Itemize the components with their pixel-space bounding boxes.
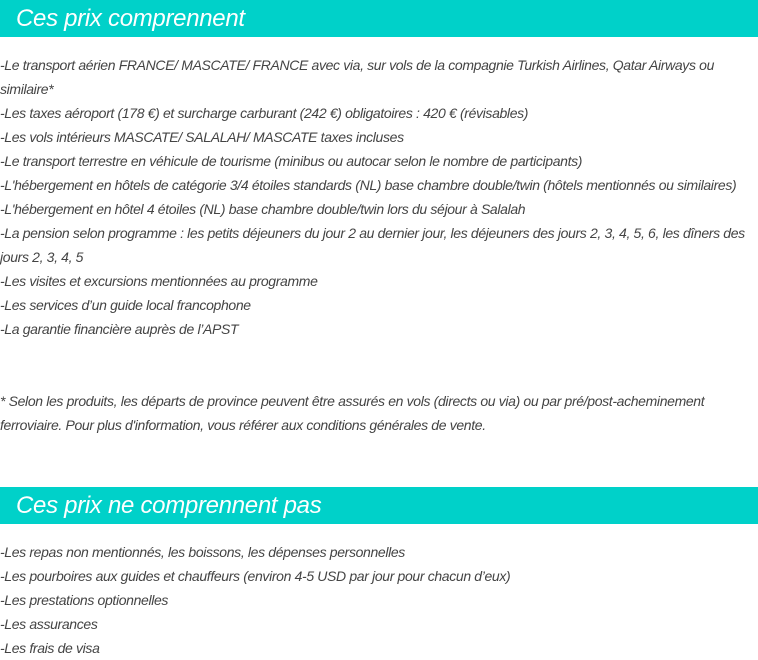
included-list <box>0 53 758 341</box>
list-item: -Les prestations optionnelles <box>0 592 169 608</box>
list-item: -Les vols intérieurs MASCATE/ SALALAH/ MASCATE taxes incluses <box>0 129 404 145</box>
list-item: -Les taxes aéroport (178 €) et surcharge carburant (242 €) obligatoires : 420 € (révisables) <box>0 105 529 121</box>
list-item: -Les repas non mentionnés, les boissons, les dépenses personnelles <box>0 544 405 560</box>
section-header-excluded <box>0 487 758 524</box>
section-header-included <box>0 0 758 37</box>
list-item: -La garantie financière auprès de l’APST <box>0 321 239 337</box>
list-item: -L'hébergement en hôtel 4 étoiles (NL) base chambre double/twin lors du séjour à Salalah <box>0 201 526 217</box>
list-item: -Les visites et excursions mentionnées au programme <box>0 273 318 289</box>
list-item: -Le transport aérien FRANCE/ MASCATE/ FRANCE avec via, sur vols de la compagnie Turkish Airlines, Qatar Airways ou similaire* <box>0 57 715 97</box>
list-item: -La pension selon programme : les petits déjeuners du jour 2 au dernier jour, les déjeuners des jours 2, 3, 4, 5, 6, les dîners des jours 2, 3, 4, 5 <box>0 225 745 265</box>
list-item: -Les assurances <box>0 616 98 632</box>
section-title-included: Ces prix comprennent <box>16 5 245 32</box>
excluded-list <box>0 540 758 660</box>
list-item: -Les pourboires aux guides et chauffeurs (environ 4-5 USD par jour pour chacun d’eux) <box>0 568 511 584</box>
list-item: -Le transport terrestre en véhicule de tourisme (minibus ou autocar selon le nombre de participants) <box>0 153 583 169</box>
footnote <box>0 389 758 437</box>
list-item: -Les services d’un guide local francophone <box>0 297 251 313</box>
section-title-excluded: Ces prix ne comprennent pas <box>16 492 322 519</box>
footnote-text: * Selon les produits, les départs de province peuvent être assurés en vols (directs ou via) ou par pré/post-acheminement ferroviaire. Pour plus d'information, vous référer aux conditions générales de vente. <box>0 393 705 433</box>
list-item: -L'hébergement en hôtels de catégorie 3/4 étoiles standards (NL) base chambre double/twin (hôtels mentionnés ou similaires) <box>0 177 737 193</box>
list-item: -Les frais de visa <box>0 640 100 656</box>
